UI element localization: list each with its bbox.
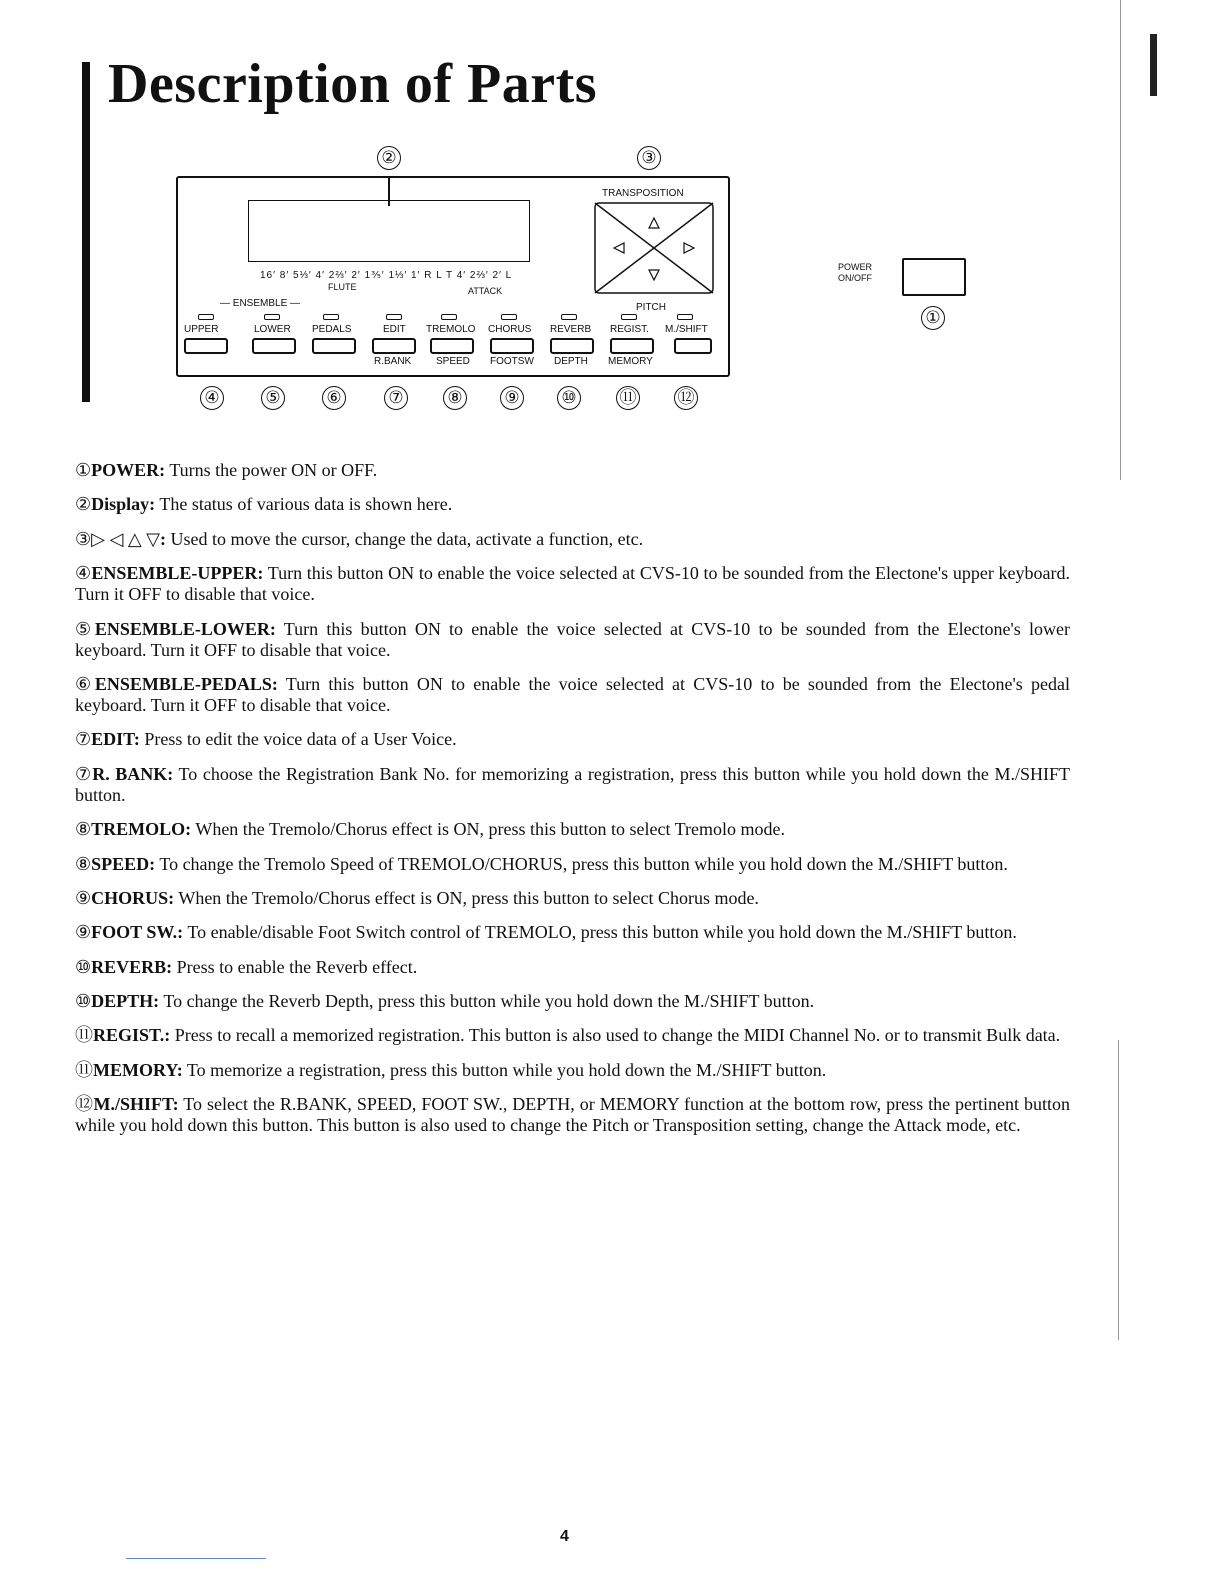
- list-item: ⑦R. BANK: To choose the Registration Bank No. for memorizing a registration, press this button while you hold down the M./SHIFT button.: [75, 763, 1071, 805]
- list-item: ⑫M./SHIFT: To select the R.BANK, SPEED, FOOT SW., DEPTH, or MEMORY function at the bottom row, press the pertinent button while you hold down this button. This button is also used to change the Pitch or Transposition setting, change the Attack mode, etc.: [75, 1094, 1070, 1136]
- chorus-footsw-button[interactable]: [490, 338, 534, 354]
- left-arrow-icon[interactable]: [614, 243, 624, 253]
- pitch-label: PITCH: [636, 302, 666, 313]
- label-edit: EDIT: [383, 324, 406, 335]
- led-chorus: [501, 314, 517, 320]
- callout-number-7: ⑦: [384, 386, 408, 410]
- callout-number-1: ①: [921, 306, 945, 330]
- list-item: ⑥ENSEMBLE-PEDALS: Turn this button ON to enable the voice selected at CVS-10 to be sounded from the Electone's pedal keyboard. Turn it OFF to disable that voice.: [75, 673, 1070, 715]
- right-arrow-icon[interactable]: [684, 243, 694, 253]
- list-item: ⑪REGIST.: Press to recall a memorized registration. This button is also used to change the MIDI Channel No. or to transmit Bulk data.: [75, 1025, 1061, 1046]
- callout-number-6: ⑥: [322, 386, 346, 410]
- up-arrow-icon[interactable]: [649, 218, 659, 228]
- led-upper: [198, 314, 214, 320]
- led-reverb: [561, 314, 577, 320]
- mshift-button[interactable]: [674, 338, 712, 354]
- label-footsw: FOOTSW: [490, 356, 534, 367]
- regist-memory-button[interactable]: [610, 338, 654, 354]
- list-item: ⑨CHORUS: When the Tremolo/Chorus effect is ON, press this button to select Chorus mode.: [75, 887, 759, 908]
- label-reverb: REVERB: [550, 324, 592, 335]
- callout-number-8: ⑧: [443, 386, 467, 410]
- list-item: ③▷ ◁ △ ▽: Used to move the cursor, change the data, activate a function, etc.: [75, 528, 644, 549]
- scan-edge-line: [1118, 1040, 1119, 1340]
- label-regist: REGIST.: [610, 324, 649, 335]
- led-mshift: [677, 314, 693, 320]
- page-number: 4: [560, 1528, 569, 1545]
- label-speed: SPEED: [436, 356, 470, 367]
- callout-number-3: ③: [637, 146, 661, 170]
- display-screen: [248, 200, 530, 262]
- tremolo-speed-button[interactable]: [430, 338, 474, 354]
- label-rbank: R.BANK: [374, 356, 412, 367]
- parts-description-list: [75, 460, 1070, 1150]
- callout-number-9: ⑨: [500, 386, 524, 410]
- edit-rbank-button[interactable]: [372, 338, 416, 354]
- flute-label: FLUTE: [328, 282, 357, 292]
- transposition-label: TRANSPOSITION: [602, 188, 684, 199]
- callout-number-2: ②: [377, 146, 401, 170]
- callout-number-11: ⑪: [616, 386, 640, 410]
- callout-number-5: ⑤: [261, 386, 285, 410]
- label-tremolo: TREMOLO: [426, 324, 476, 335]
- label-pedals: PEDALS: [312, 324, 352, 335]
- list-item: ⑧SPEED: To change the Tremolo Speed of TREMOLO/CHORUS, press this button while you hold down the M./SHIFT button.: [75, 853, 1008, 874]
- list-item: ②Display: The status of various data is shown here.: [75, 494, 453, 515]
- upper-button[interactable]: [184, 338, 228, 354]
- scan-edge-line: [1120, 0, 1121, 480]
- title-accent-bar: [82, 62, 90, 402]
- power-button[interactable]: [902, 258, 966, 296]
- reverb-depth-button[interactable]: [550, 338, 594, 354]
- label-depth: DEPTH: [554, 356, 588, 367]
- label-chorus: CHORUS: [488, 324, 532, 335]
- footer-line: [126, 1558, 266, 1559]
- label-memory: MEMORY: [608, 356, 653, 367]
- list-item: ⑩REVERB: Press to enable the Reverb effect.: [75, 956, 418, 977]
- right-edge-mark: [1150, 34, 1157, 96]
- callout-number-12: ⑫: [674, 386, 698, 410]
- label-mshift: M./SHIFT: [665, 324, 708, 335]
- led-pedals: [323, 314, 339, 320]
- callout-number-4: ④: [200, 386, 224, 410]
- list-item: ⑦EDIT: Press to edit the voice data of a User Voice.: [75, 729, 457, 750]
- ensemble-label: — ENSEMBLE —: [220, 298, 301, 309]
- attack-label: ATTACK: [468, 286, 503, 296]
- list-item: ⑨FOOT SW.: To enable/disable Foot Switch control of TREMOLO, press this button while you hold down the M./SHIFT button.: [75, 922, 1017, 943]
- list-item: ⑤ENSEMBLE-LOWER: Turn this button ON to enable the voice selected at CVS-10 to be sounded from the Electone's lower keyboard. Turn it OFF to disable that voice.: [75, 618, 1070, 660]
- led-tremolo: [441, 314, 457, 320]
- cursor-arrow-pad[interactable]: [594, 202, 714, 294]
- pedals-button[interactable]: [312, 338, 356, 354]
- power-label: POWER ON/OFF: [838, 262, 873, 283]
- list-item: ①POWER: Turns the power ON or OFF.: [75, 460, 378, 480]
- page-title: Description of Parts: [108, 53, 598, 115]
- led-lower: [264, 314, 280, 320]
- lower-button[interactable]: [252, 338, 296, 354]
- footage-scale: 16′ 8′ 5⅓′ 4′ 2⅔′ 2′ 1⅗′ 1⅓′ 1′ R L T 4′ 2⅔′ 2′ L: [260, 270, 513, 281]
- label-upper: UPPER: [184, 324, 219, 335]
- callout-number-10: ⑩: [557, 386, 581, 410]
- list-item: ⑩DEPTH: To change the Reverb Depth, press this button while you hold down the M./SHIFT button.: [75, 991, 815, 1012]
- list-item: ⑪MEMORY: To memorize a registration, press this button while you hold down the M./SHIFT button.: [75, 1059, 827, 1080]
- list-item: ④ENSEMBLE-UPPER: Turn this button ON to enable the voice selected at CVS-10 to be sounded from the Electone's upper keyboard. Turn it OFF to disable that voice.: [75, 563, 1070, 605]
- control-panel-diagram: [176, 176, 730, 377]
- list-item: ⑧TREMOLO: When the Tremolo/Chorus effect is ON, press this button to select Tremolo mode.: [75, 819, 785, 840]
- led-edit: [386, 314, 402, 320]
- label-lower: LOWER: [254, 324, 291, 335]
- led-regist: [621, 314, 637, 320]
- down-arrow-icon[interactable]: [649, 270, 659, 280]
